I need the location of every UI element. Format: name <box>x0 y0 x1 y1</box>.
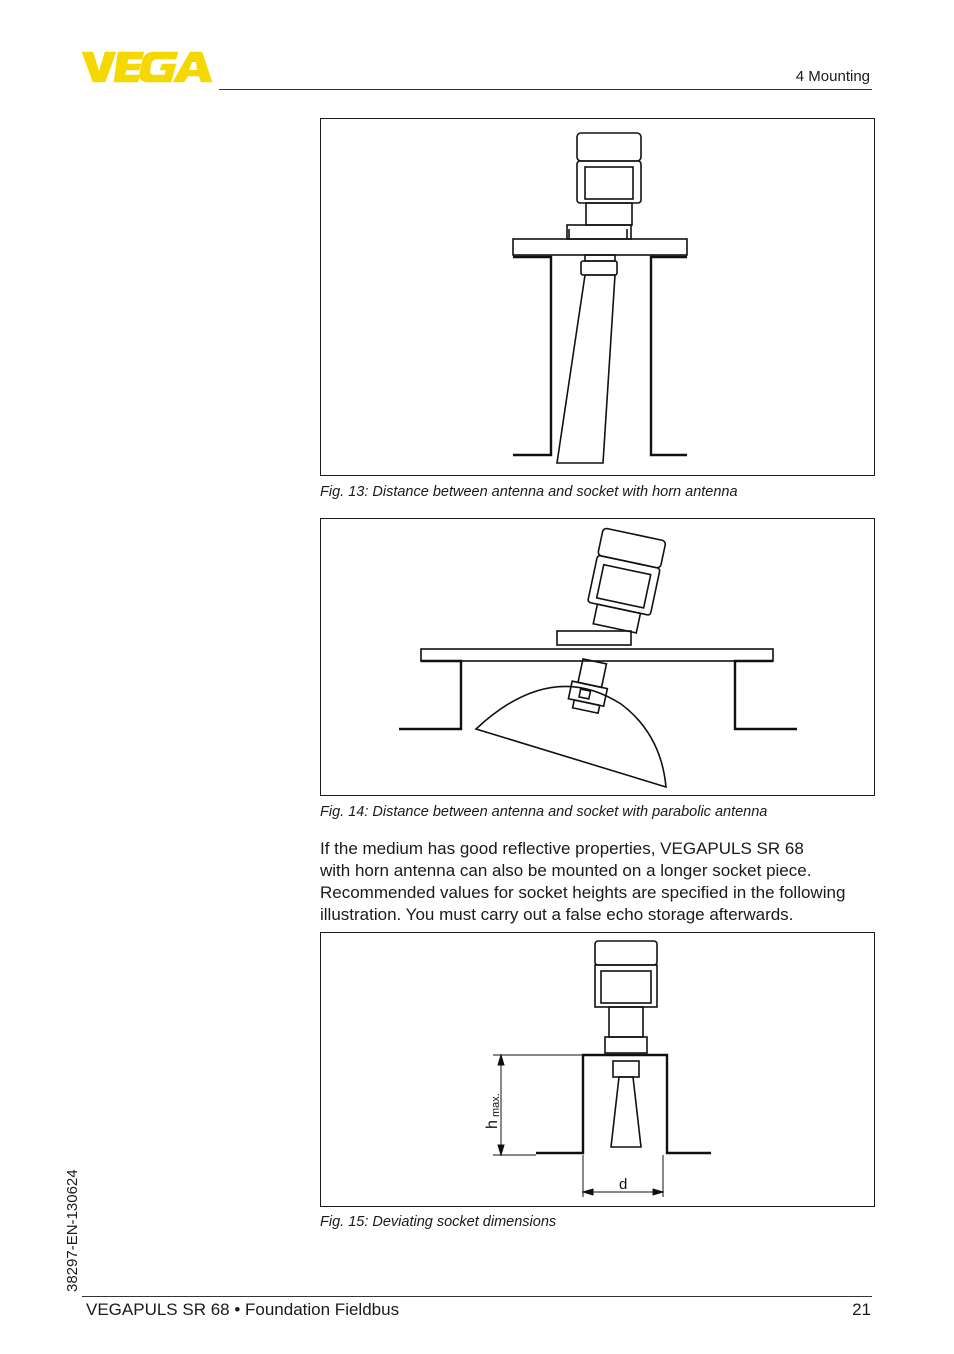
h-max-subscript: max. <box>490 1093 502 1117</box>
h-max-label: h <box>484 1120 501 1129</box>
figure-horn-antenna <box>320 118 875 476</box>
body-line: illustration. You must carry out a false echo storage afterwards. <box>320 905 794 924</box>
footer-title: VEGAPULS SR 68 • Foundation Fieldbus <box>86 1300 400 1319</box>
body-line: with horn antenna can also be mounted on a longer socket piece. <box>320 861 812 880</box>
body-line: If the medium has good reflective properties, VEGAPULS SR 68 <box>320 839 804 858</box>
footer-divider <box>82 1296 872 1297</box>
vega-logo <box>82 50 212 84</box>
figure-15-caption: Fig. 15: Deviating socket dimensions <box>320 1214 557 1230</box>
horn-antenna-drawing <box>321 119 876 477</box>
socket-dimensions-drawing <box>321 933 876 1208</box>
figure-parabolic-antenna <box>320 518 875 796</box>
figure-14-caption: Fig. 14: Distance between antenna and socket with parabolic antenna <box>320 804 768 820</box>
body-line: Recommended values for socket heights are specified in the following <box>320 883 846 902</box>
figure-13-caption: Fig. 13: Distance between antenna and socket with horn antenna <box>320 484 738 500</box>
section-label: 4 Mounting <box>795 68 870 85</box>
page-number: 21 <box>852 1300 871 1319</box>
body-paragraph <box>320 838 880 926</box>
figure-socket-dimensions <box>320 932 875 1207</box>
document-number: 38297-EN-130624 <box>64 1169 81 1292</box>
header-divider <box>219 89 872 90</box>
parabolic-antenna-drawing <box>321 519 876 797</box>
d-label: d <box>619 1176 628 1193</box>
